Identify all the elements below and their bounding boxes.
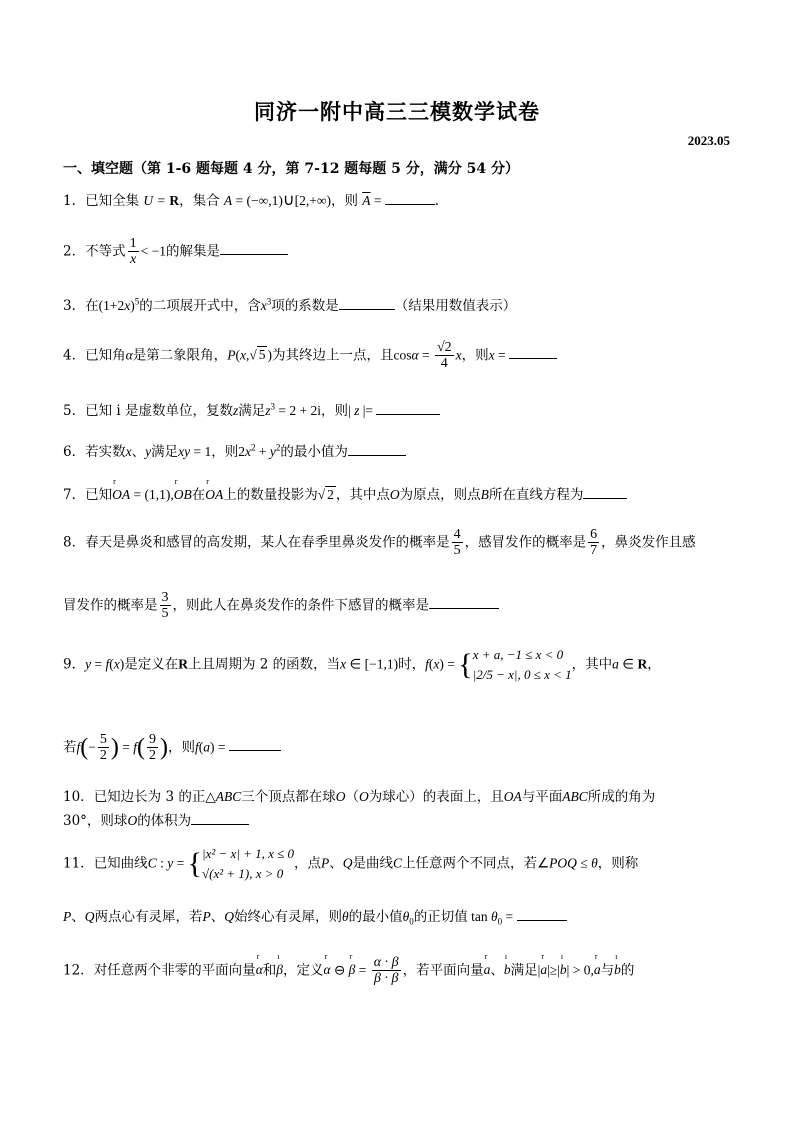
question-number: 3．	[63, 298, 86, 314]
question-text: 是第二象限角，	[132, 347, 228, 364]
question-text: 已知角	[85, 347, 126, 364]
question-11-line-2: P、Q两点心有灵犀，若P、Q始终心有灵犀，则θ的最小值$\theta_0$的正切值 $\tan \theta_0$ =	[63, 906, 735, 928]
question-text: 若实数	[85, 444, 126, 460]
question-text: 对任意两个非零的平面向量	[93, 962, 256, 979]
question-number: 6．	[63, 444, 86, 460]
question-text: 不等式	[85, 243, 126, 260]
question-number: 9．	[63, 656, 86, 673]
question-text: 为原点，则点	[399, 487, 481, 503]
answer-blank	[348, 441, 406, 456]
answer-blank	[517, 906, 567, 921]
question-text: 的解集是	[165, 243, 220, 260]
question-12: 12．对任意两个非零的平面向量r α和ı β，定义r α ⊖ r β = $\frac{\alpha \cdot \beta}{\beta \cdot \beta}$ ，若平面向量r a、ı b满足|r a|≥|ı b| > 0,r a与ı b的	[63, 955, 735, 987]
question-text: 春天是鼻炎和感冒的高发期，某人在春季里鼻炎发作的概率是	[85, 534, 450, 551]
question-number: 2．	[63, 243, 86, 260]
question-text: 已知	[85, 487, 113, 503]
question-text: ，则此人在鼻炎发作的条件下感冒的概率是	[172, 597, 429, 614]
section-heading: 一、填空题（第 1-6 题每题 4 分，第 7-12 题每题 5 分，满分 54 分）	[63, 161, 520, 177]
question-text: 在	[191, 487, 206, 503]
question-text: 在	[85, 298, 99, 314]
question-9-line-2: 若f(− $\frac{5}{2}$ ) = f( $\frac{9}{2}$ )，则f(a) =	[63, 732, 735, 764]
answer-blank	[385, 190, 435, 205]
question-text: 项的系数是	[271, 298, 339, 314]
question-10-line-2: 30°，则球O的体积为	[63, 810, 735, 831]
question-number: 10．	[63, 789, 94, 805]
question-text: ，集合	[179, 193, 220, 209]
question-text: ，其中点	[335, 487, 390, 503]
question-text: ，则	[211, 444, 239, 460]
question-7: 7．已知r OA = (1,1),r OB在r OA上的数量投影为√ 2 ，其中点O为原点，则点B所在直线方程为	[63, 484, 735, 505]
question-text: 是曲线	[352, 855, 394, 872]
question-text: ，感冒发作的概率是	[464, 534, 587, 551]
question-text: 满足	[238, 403, 266, 419]
question-text: 已知曲线	[93, 855, 148, 872]
question-text: ，点	[294, 855, 322, 872]
question-text: 的正切值	[413, 909, 468, 925]
exam-date: 2023.05	[687, 133, 730, 148]
question-2: 2．不等式 $\frac{1}{x}$ < −1的解集是	[63, 236, 735, 268]
answer-blank	[191, 810, 249, 825]
question-text: 和	[262, 962, 277, 979]
question-text: 的	[620, 962, 635, 979]
question-text: ，则称	[597, 855, 639, 872]
question-text: ，若平面向量	[402, 962, 484, 979]
question-text: 已知全集	[85, 193, 140, 209]
question-text: 满足	[151, 444, 179, 460]
question-text: 满足	[510, 962, 538, 979]
question-text: 冒发作的概率是	[63, 597, 158, 614]
question-text: 两点心有灵犀，若	[94, 909, 203, 925]
question-text: 若	[63, 739, 77, 756]
question-3: 3．在$(1+2x)^5$的二项展开式中，含$x^3$项的系数是 （结果用数值表示）	[63, 296, 517, 314]
question-text: ，定义	[283, 962, 324, 979]
question-text: 上且周期为 2 的函数，当	[187, 656, 341, 673]
question-text: ，则	[330, 193, 358, 209]
question-text: ，鼻炎发作且感	[601, 534, 696, 551]
question-text: 的最小值为	[280, 444, 348, 460]
question-text: ，其中	[571, 656, 613, 673]
question-8: 8．春天是鼻炎和感冒的高发期，某人在春季里鼻炎发作的概率是 $\frac{4}{5}$ ，感冒发作的概率是 $\frac{6}{7}$ ，鼻炎发作且感	[63, 527, 696, 559]
answer-blank	[229, 736, 281, 751]
question-text: ，则	[321, 403, 349, 419]
question-number: 1．	[63, 193, 86, 209]
question-text: 是定义在	[124, 656, 179, 673]
question-text: 为球心）的表面上，且	[368, 789, 504, 805]
question-text: 为其终边上一点，且	[271, 347, 394, 364]
question-text: 上的数量投影为	[223, 487, 318, 503]
question-text: 30°，则球	[63, 813, 128, 829]
question-10: 10．已知边长为 3 的正△ABC三个顶点都在球O（O为球心）的表面上，且OA与平面ABC所成的角为	[63, 789, 656, 805]
question-text: 所成的角为	[587, 789, 656, 805]
answer-blank	[376, 400, 440, 415]
question-number: 12．	[63, 962, 94, 979]
question-number: 8．	[63, 534, 86, 551]
question-text: ，	[647, 656, 661, 673]
question-8-line-2: 冒发作的概率是 $\frac{3}{5}$ ，则此人在鼻炎发作的条件下感冒的概率是	[63, 590, 735, 622]
question-text: 上任意两个不同点，若	[402, 855, 538, 872]
answer-blank	[583, 484, 627, 499]
question-1: 1．已知全集 U = R，集合 A = (−∞,1)∪[2,+∞)，则 $\overline{A}$ = ．	[63, 192, 449, 209]
question-number: 11．	[63, 855, 94, 872]
question-number: 4．	[63, 347, 86, 364]
question-text: 所在直线方程为	[488, 487, 584, 503]
question-text: 三个顶点都在球	[241, 789, 336, 805]
answer-blank	[429, 594, 499, 609]
question-text: （结果用数值表示）	[394, 298, 517, 314]
question-11: 11．已知曲线C : y = { |x² − x| + 1, x ≤ 0 √(x² + 1), x > 0 ，点P、Q是曲线C上任意两个不同点，若∠POQ ≤ θ，则称	[63, 846, 639, 882]
question-text: 始终心有灵犀，则	[234, 909, 342, 925]
question-number: 7．	[63, 487, 86, 503]
question-text: 的体积为	[137, 813, 192, 829]
question-6: 6．若实数x、y满足xy = 1，则$2x^2 + y^2$的最小值为	[63, 441, 735, 462]
question-text: 与平面	[521, 789, 563, 805]
question-text: 时，	[398, 656, 426, 673]
question-text: 的最小值	[348, 909, 403, 925]
question-9: 9．y = f(x)是定义在R上且周期为 2 的函数，当x ∈ [−1,1)时，f(x) = { x + a, −1 ≤ x < 0 |2/5 − x|, 0 ≤ x < 1 ，其中a ∈ R，	[63, 647, 661, 683]
question-5: 5．已知 i 是虚数单位，复数z满足$z^3 = 2 + 2i$，则| z |=	[63, 400, 735, 421]
question-4: 4．已知角α是第二象限角，P(x,√ 5 )为其终边上一点，且cosα = $\frac{√2}{4}$ x，则x =	[63, 340, 735, 372]
question-number: 5．	[63, 403, 86, 419]
answer-blank	[339, 295, 395, 310]
question-text: 与	[600, 962, 615, 979]
question-text: 的二项展开式中，含	[139, 298, 261, 314]
question-text: ，则	[168, 739, 196, 756]
question-text: ，则	[461, 347, 489, 364]
answer-blank	[509, 344, 557, 359]
answer-blank	[220, 240, 288, 255]
question-text: 已知边长为 3 的正△	[93, 789, 216, 805]
question-text: 已知 i 是虚数单位，复数	[85, 403, 233, 419]
exam-title: 同济一附中高三三模数学试卷	[254, 99, 540, 124]
